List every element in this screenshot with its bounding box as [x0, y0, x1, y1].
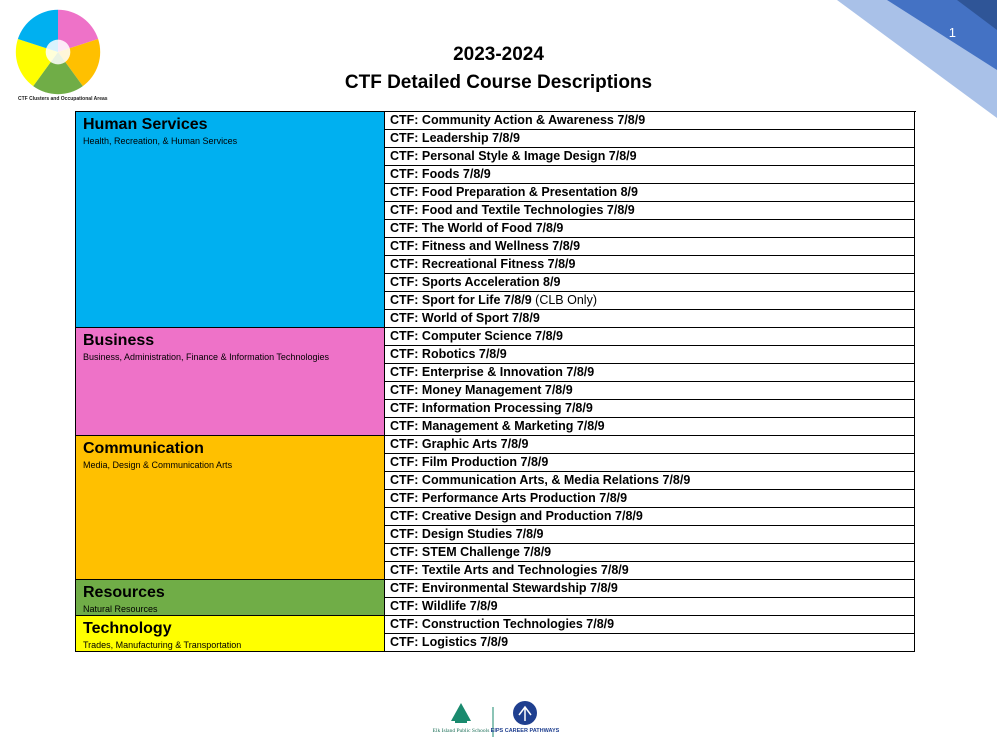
course-row: CTF: Community Action & Awareness 7/8/9 — [385, 112, 915, 130]
category-title: Communication — [83, 440, 204, 457]
category-technology — [76, 616, 385, 652]
category-business — [76, 328, 385, 436]
course-row: CTF: Sports Acceleration 8/9 — [385, 274, 915, 292]
category-subtitle: Media, Design & Communication Arts — [83, 460, 233, 470]
footer-logos — [432, 699, 560, 745]
course-row: CTF: Foods 7/8/9 — [385, 166, 915, 184]
course-row: CTF: Film Production 7/8/9 — [385, 454, 915, 472]
course-row: CTF: Creative Design and Production 7/8/9 — [385, 508, 915, 526]
category-subtitle: Health, Recreation, & Human Services — [83, 136, 238, 146]
course-row: CTF: Performance Arts Production 7/8/9 — [385, 490, 915, 508]
document-year: 2023-2024 — [453, 44, 544, 65]
course-row: CTF: Robotics 7/8/9 — [385, 346, 915, 364]
course-row: CTF: Food Preparation & Presentation 8/9 — [385, 184, 915, 202]
page-number: 1 — [948, 25, 956, 40]
course-row: CTF: Sport for Life 7/8/9 (CLB Only) — [385, 292, 915, 310]
course-row: CTF: Money Management 7/8/9 — [385, 382, 915, 400]
course-row: CTF: Textile Arts and Technologies 7/8/9 — [385, 562, 915, 580]
category-title: Resources — [83, 584, 165, 601]
category-subtitle: Trades, Manufacturing & Transportation — [83, 640, 242, 650]
course-row: CTF: Enterprise & Innovation 7/8/9 — [385, 364, 915, 382]
category-communication — [76, 436, 385, 580]
career-pathways-logo — [491, 701, 560, 734]
category-title: Business — [83, 332, 155, 349]
course-row: CTF: Graphic Arts 7/8/9 — [385, 436, 915, 454]
category-title: Human Services — [83, 116, 208, 133]
course-row: CTF: World of Sport 7/8/9 — [385, 310, 915, 328]
course-row: CTF: Personal Style & Image Design 7/8/9 — [385, 148, 915, 166]
category-subtitle: Natural Resources — [83, 604, 158, 614]
left-logo-text: Elk Island Public Schools — [432, 728, 490, 734]
category-title: Technology — [83, 620, 172, 637]
category-subtitle: Business, Administration, Finance & Information Technologies — [83, 352, 329, 362]
course-row: CTF: Information Processing 7/8/9 — [385, 400, 915, 418]
course-row: CTF: Environmental Stewardship 7/8/9 — [385, 580, 915, 598]
course-row: CTF: Logistics 7/8/9 — [385, 634, 915, 652]
course-row: CTF: Communication Arts, & Media Relations 7/8/9 — [385, 472, 915, 490]
category-column — [76, 112, 385, 652]
course-row: CTF: Food and Textile Technologies 7/8/9 — [385, 202, 915, 220]
logo-caption: CTF Clusters and Occupational Areas — [18, 96, 108, 102]
elk-island-logo — [433, 703, 490, 734]
course-note: (CLB Only) — [531, 293, 597, 307]
document-title: CTF Detailed Course Descriptions — [344, 72, 653, 93]
course-column — [385, 112, 915, 652]
course-row: CTF: Fitness and Wellness 7/8/9 — [385, 238, 915, 256]
course-row: CTF: Construction Technologies 7/8/9 — [385, 616, 915, 634]
course-row: CTF: STEM Challenge 7/8/9 — [385, 544, 915, 562]
course-row: CTF: Management & Marketing 7/8/9 — [385, 418, 915, 436]
category-resources — [76, 580, 385, 616]
course-row: CTF: Recreational Fitness 7/8/9 — [385, 256, 915, 274]
category-human-services — [76, 112, 385, 328]
course-row: CTF: The World of Food 7/8/9 — [385, 220, 915, 238]
course-row: CTF: Wildlife 7/8/9 — [385, 598, 915, 616]
course-row: CTF: Design Studies 7/8/9 — [385, 526, 915, 544]
course-row: CTF: Leadership 7/8/9 — [385, 130, 915, 148]
course-table — [75, 111, 916, 652]
right-logo-text: EIPS CAREER PATHWAYS — [490, 728, 560, 734]
course-row: CTF: Computer Science 7/8/9 — [385, 328, 915, 346]
